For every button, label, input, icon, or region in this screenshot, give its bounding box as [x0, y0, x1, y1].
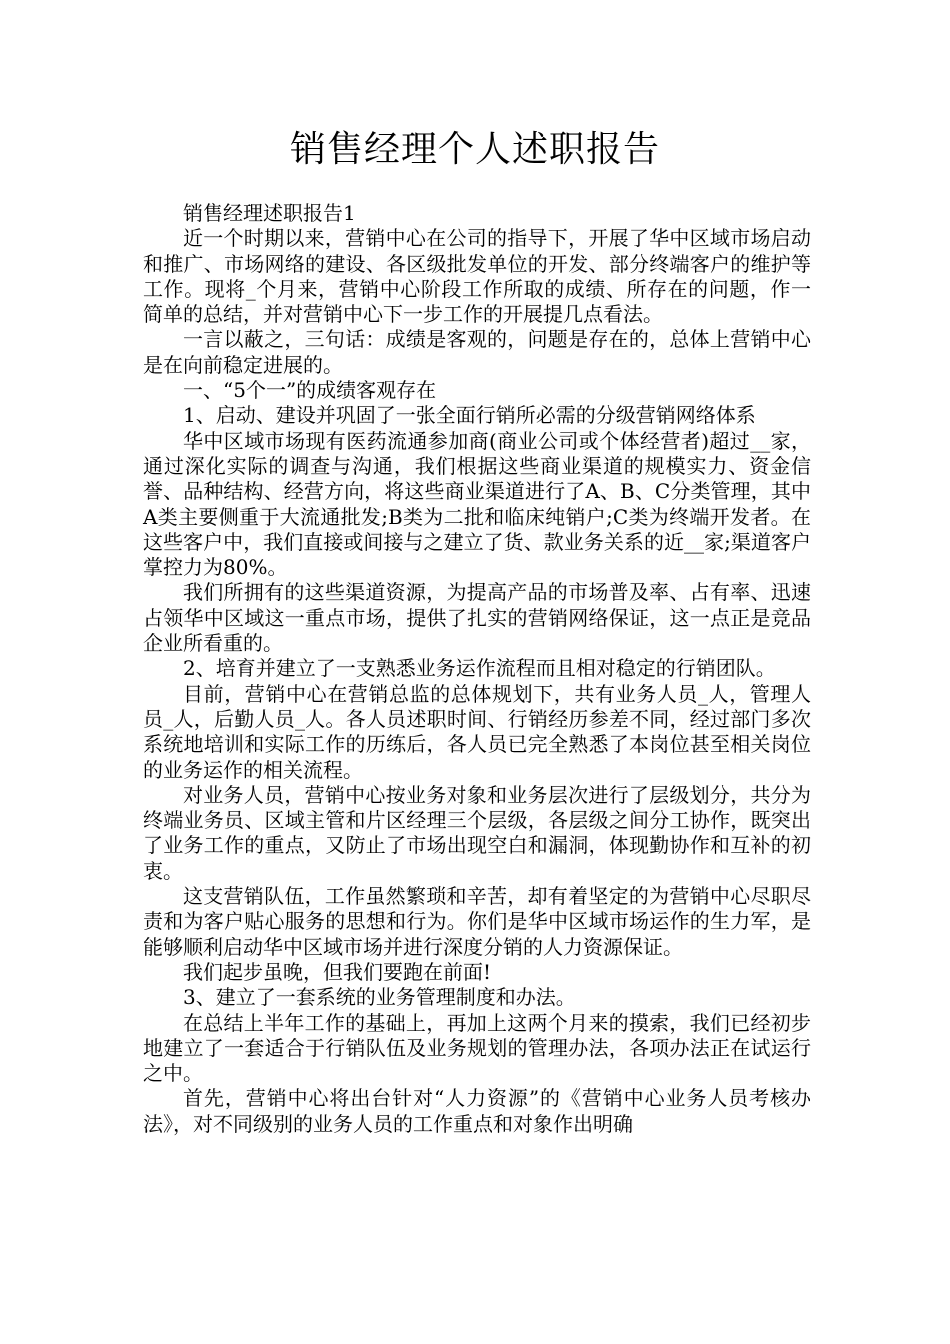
subsection-heading: 1、启动、建设并巩固了一张全面行销所必需的分级营销网络体系: [183, 403, 756, 428]
paragraph: 我们起步虽晚，但我们要跑在前面!: [183, 959, 492, 984]
subsection-heading: 2、培育并建立了一支熟悉业务运作流程而且相对稳定的行销团队。: [183, 656, 776, 681]
subsection-heading: 3、建立了一套系统的业务管理制度和办法。: [183, 985, 576, 1010]
paragraph: 我们所拥有的这些渠道资源，为提高产品的市场普及率、占有率、迅速占领华中区域这一重点市场，提供了扎实的营销网络保证，这一点正是竞品企业所看重的。: [143, 580, 811, 656]
paragraph: 一言以蔽之，三句话：成绩是客观的，问题是存在的，总体上营销中心是在向前稳定进展的。: [143, 327, 811, 377]
document-title: 销售经理个人述职报告: [289, 129, 660, 170]
paragraph: 这支营销队伍，工作虽然繁琐和辛苦，却有着坚定的为营销中心尽职尽责和为客户贴心服务的思想和行为。你们是华中区域市场运作的生力军，是能够顺利启动华中区域市场并进行深度分销的人力资源保证。: [143, 884, 811, 959]
paragraph: 首先，营销中心将出台针对“人力资源”的《营销中心业务人员考核办法》，对不同级别的业务人员的工作重点和对象作出明确: [143, 1086, 811, 1136]
paragraph: 近一个时期以来，营销中心在公司的指导下，开展了华中区域市场启动和推广、市场网络的建设、各区级批发单位的开发、部分终端客户的维护等工作。现将_个月来，营销中心阶段工作所取的成绩、所存在的问题，作一简单的总结，并对营销中心下一步工作的开展提几点看法。: [143, 226, 811, 327]
paragraph: 对业务人员，营销中心按业务对象和业务层次进行了层级划分，共分为终端业务员、区域主管和片区经理三个层级，各层级之间分工协作，既突出了业务工作的重点，又防止了市场出现空白和漏洞，体现勤协作和互补的初衷。: [143, 782, 811, 883]
paragraph: 华中区域市场现有医药流通参加商(商业公司或个体经营者)超过__家，通过深化实际的调查与沟通，我们根据这些商业渠道的规模实力、资金信誉、品种结构、经营方向，将这些商业渠道进行了A、B、C分类管理，其中A类主要侧重于大流通批发;B类为二批和临床纯销户;C类为终端开发者。在这些客户中，我们直接或间接与之建立了货、款业务关系的近__家;渠道客户掌控力为80%。: [143, 428, 811, 580]
document-body: [143, 201, 811, 1137]
paragraph: 目前，营销中心在营销总监的总体规划下，共有业务人员_人，管理人员_人，后勤人员_人。各人员述职时间、行销经历参差不同，经过部门多次系统地培训和实际工作的历练后，各人员已完全熟悉了本岗位甚至相关岗位的业务运作的相关流程。: [143, 681, 811, 782]
report-subtitle: 销售经理述职报告1: [183, 201, 356, 225]
section-heading: 一、“5个一”的成绩客观存在: [183, 378, 437, 403]
paragraph: 在总结上半年工作的基础上，再加上这两个月来的摸索，我们已经初步地建立了一套适合于行销队伍及业务规划的管理办法，各项办法正在试运行之中。: [143, 1010, 811, 1086]
